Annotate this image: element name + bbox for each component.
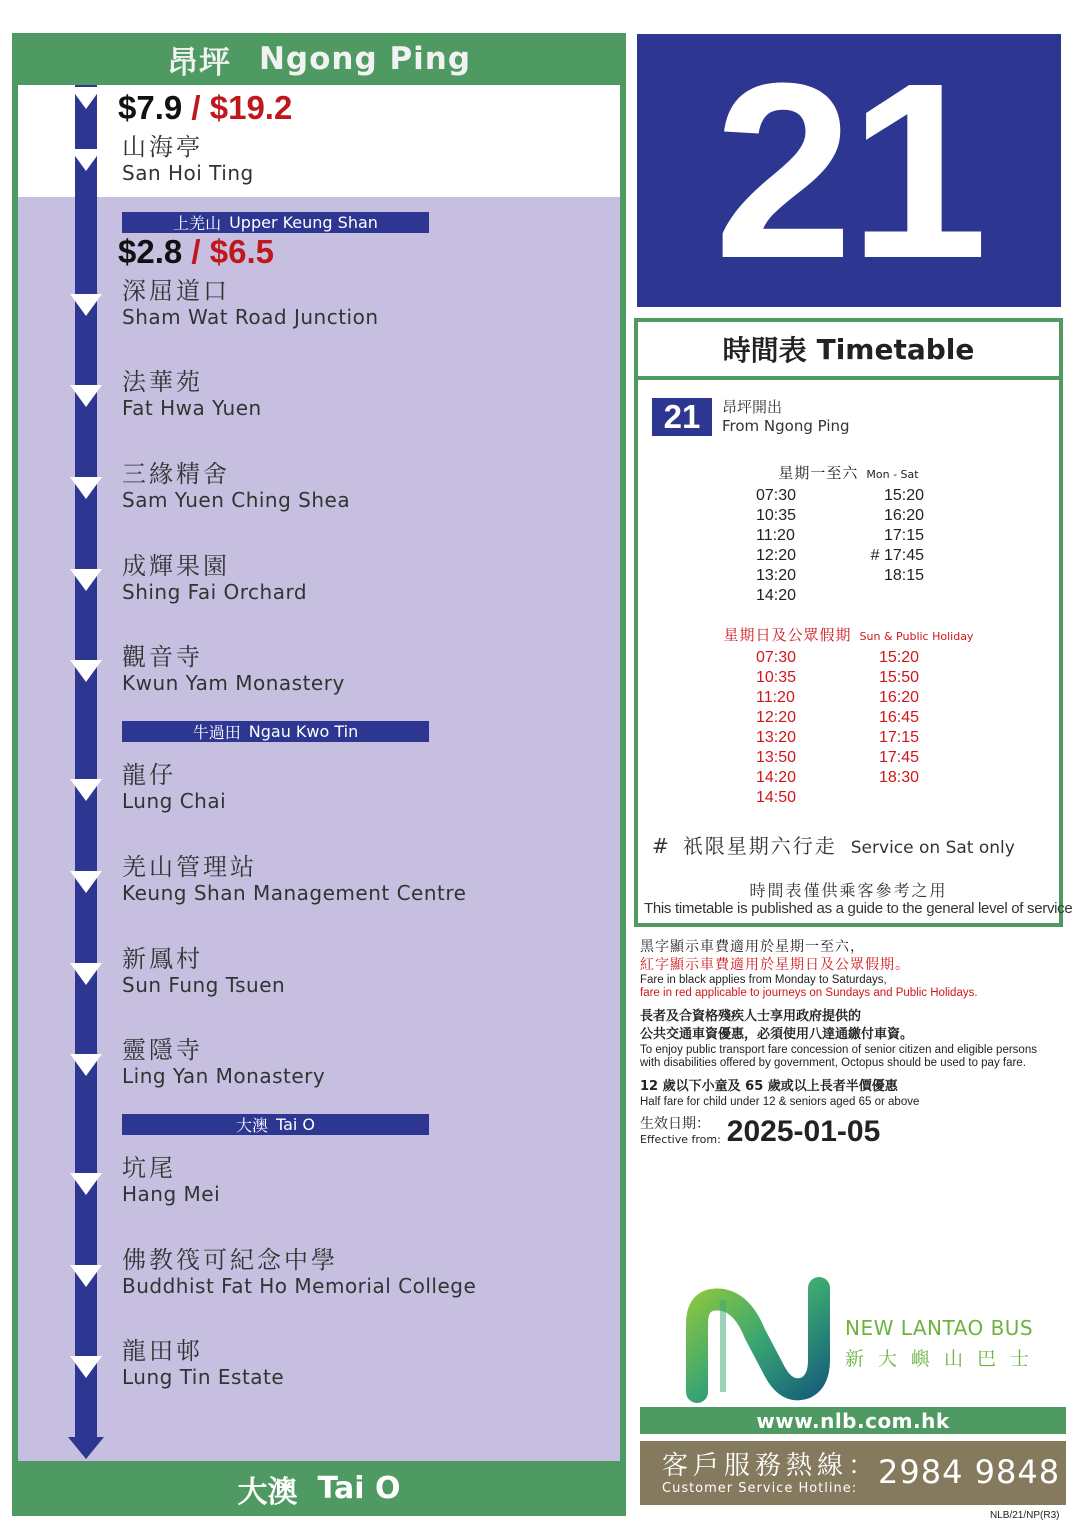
route-destination-footer xyxy=(12,1461,626,1516)
route-number: 21 xyxy=(713,30,985,310)
document-code: NLB/21/NP(R3) xyxy=(990,1510,1060,1521)
effective-date: 2025-01-05 xyxy=(726,1115,881,1148)
departure-time: 18:15 xyxy=(883,567,924,584)
departure-time: 17:45 xyxy=(879,749,920,766)
departure-time: 18:30 xyxy=(879,769,920,786)
weekday-times-col1 xyxy=(756,486,796,606)
departure-time: 13:50 xyxy=(756,749,797,766)
down-arrow-icon xyxy=(70,149,102,171)
fare-label: $7.9 / $19.2 xyxy=(118,89,293,126)
fare-note-red-zh: 紅字顯示車費適用於星期日及公眾假期。 xyxy=(640,957,910,973)
stop-item: 山海亭 San Hoi Ting xyxy=(122,133,254,185)
departure-time: 13:20 xyxy=(756,567,797,584)
stop-item: 深屈道口 Sham Wat Road Junction xyxy=(122,277,379,329)
stop-item: 新鳳村 Sun Fung Tsuen xyxy=(122,945,286,997)
down-arrow-icon xyxy=(70,660,102,682)
down-arrow-icon xyxy=(70,779,102,801)
down-arrow-icon xyxy=(70,477,102,499)
departure-time: 07:30 xyxy=(756,649,797,666)
down-arrow-icon xyxy=(70,569,102,591)
hotline-label-zh: 客戶服務熱線： xyxy=(662,1451,880,1481)
departure-time: 10:35 xyxy=(756,669,797,686)
departure-time: 16:20 xyxy=(883,507,924,524)
holiday-heading: 星期日及公眾假期 Sun & Public Holiday xyxy=(723,626,974,644)
fare-note-red-en: fare in red applicable to journeys on Sundays and Public Holidays. xyxy=(640,987,978,999)
effective-label-zh: 生效日期： xyxy=(640,1116,710,1132)
weekday-heading: 星期一至六 Mon - Sat xyxy=(778,464,919,482)
destination-zh: 大澳 xyxy=(237,1474,298,1510)
down-arrow-icon xyxy=(70,1173,102,1195)
holiday-times-col2 xyxy=(879,648,919,788)
weekday-times-col2 xyxy=(864,486,924,586)
brand-name-en: NEW LANTAO BUS xyxy=(845,1316,1034,1340)
route-number-badge xyxy=(637,30,1061,310)
departure-time: 11:20 xyxy=(756,689,795,706)
holiday-times-col1 xyxy=(756,648,796,808)
stop-item: 成輝果園 Shing Fai Orchard xyxy=(122,552,308,604)
disclaimer-en: This timetable is published as a guide to the general level of service xyxy=(644,900,1073,917)
fare-note-black-en: Fare in black applies from Monday to Saturdays, xyxy=(640,974,887,986)
down-arrow-icon xyxy=(70,87,102,109)
hotline-number[interactable]: 2984 9848 xyxy=(878,1453,1061,1491)
hotline-label-en: Customer Service Hotline: xyxy=(662,1481,858,1496)
departure-time: 12:20 xyxy=(756,547,797,564)
route-origin-header xyxy=(12,33,626,85)
stop-item: 龍田邨 Lung Tin Estate xyxy=(122,1337,285,1389)
nlb-logo xyxy=(683,1272,1063,1412)
effective-date-block xyxy=(640,1116,880,1148)
section-label: 牛過田 Ngau Kwo Tin xyxy=(122,721,429,742)
departure-time: 14:20 xyxy=(756,769,797,786)
half-fare-note-en: Half fare for child under 12 & seniors aged 65 or above xyxy=(640,1096,920,1108)
saturday-note: # 祇限星期六行走 Service on Sat only xyxy=(652,834,1015,858)
fare-info-notes xyxy=(640,938,1060,1109)
destination-en: Tai O xyxy=(317,1471,401,1506)
concession-note-en-1: To enjoy public transport fare concession of senior citizen and eligible persons xyxy=(640,1044,1037,1056)
half-fare-note-zh: 12 歲以下小童及 65 歲或以上長者半價優惠 xyxy=(640,1079,898,1094)
brand-name-zh: 新大嶼山巴士 xyxy=(845,1348,1044,1370)
down-arrow-icon xyxy=(70,385,102,407)
route-end-arrow-icon xyxy=(68,1437,104,1459)
departure-time: 11:20 xyxy=(756,527,795,544)
departure-time: 14:20 xyxy=(756,587,797,604)
down-arrow-icon xyxy=(70,963,102,985)
origin-zh: 昂坪 xyxy=(166,44,231,81)
origin-en: Ngong Ping xyxy=(258,41,472,77)
departure-origin: 昂坪開出 From Ngong Ping xyxy=(722,398,850,435)
departure-time: 16:20 xyxy=(879,689,920,706)
down-arrow-icon xyxy=(70,294,102,316)
down-arrow-icon xyxy=(70,1054,102,1076)
departure-time: 10:35 xyxy=(756,507,797,524)
departure-time: 15:20 xyxy=(879,649,920,666)
departure-time: 12:20 xyxy=(756,709,797,726)
stop-item: 佛教筏可紀念中學 Buddhist Fat Ho Memorial College xyxy=(122,1246,477,1298)
disclaimer-zh: 時間表僅供乘客參考之用 xyxy=(749,881,948,900)
departure-time: 14:50 xyxy=(756,789,797,806)
stop-item: 觀音寺 Kwun Yam Monastery xyxy=(122,643,345,695)
effective-label-en: Effective from: xyxy=(640,1133,721,1146)
stop-item: 靈隱寺 Ling Yan Monastery xyxy=(122,1036,326,1088)
stop-item: 龍仔 Lung Chai xyxy=(122,761,227,813)
departure-time: 17:15 xyxy=(879,729,920,746)
stop-item: 羌山管理站 Keung Shan Management Centre xyxy=(122,853,467,905)
departure-time: 17:15 xyxy=(883,527,924,544)
nlb-logo-icon xyxy=(683,1272,833,1412)
timetable-panel xyxy=(634,318,1073,927)
down-arrow-icon xyxy=(70,1265,102,1287)
customer-hotline xyxy=(640,1441,1066,1505)
section-label: 上羌山 Upper Keung Shan xyxy=(122,212,429,233)
departure-time: 15:50 xyxy=(879,669,920,686)
website-link[interactable]: www.nlb.com.hk xyxy=(640,1407,1066,1434)
departure-time: 13:20 xyxy=(756,729,797,746)
route-chip: 21 xyxy=(652,398,712,436)
down-arrow-icon xyxy=(70,1356,102,1378)
route-line xyxy=(75,85,97,1445)
concession-note-zh-2: 公共交通車資優惠，必須使用八達通繳付車資。 xyxy=(640,1027,914,1042)
section-label: 大澳 Tai O xyxy=(122,1114,429,1135)
concession-note-en-2: with disabilities offered by government, Octopus should be used to pay fare. xyxy=(640,1057,1026,1069)
concession-note-zh-1: 長者及合資格殘疾人士享用政府提供的 xyxy=(640,1009,862,1024)
stop-item: 三緣精舍 Sam Yuen Ching Shea xyxy=(122,460,351,512)
fare-note-black-zh: 黑字顯示車費適用於星期一至六， xyxy=(640,939,865,955)
down-arrow-icon xyxy=(70,871,102,893)
fare-label: $2.8 / $6.5 xyxy=(118,233,274,270)
departure-time: 16:45 xyxy=(879,709,920,726)
first-fare-zone xyxy=(18,85,620,197)
timetable-title: 時間表 Timetable xyxy=(638,322,1059,380)
departure-time: # 17:45 xyxy=(870,547,924,564)
stop-item: 法華苑 Fat Hwa Yuen xyxy=(122,368,262,420)
stop-item: 坑尾 Hang Mei xyxy=(122,1154,221,1206)
route-stop-list xyxy=(18,85,620,1461)
route-panel xyxy=(12,33,626,1516)
departure-time: 07:30 xyxy=(756,487,797,504)
departure-time: 15:20 xyxy=(883,487,924,504)
